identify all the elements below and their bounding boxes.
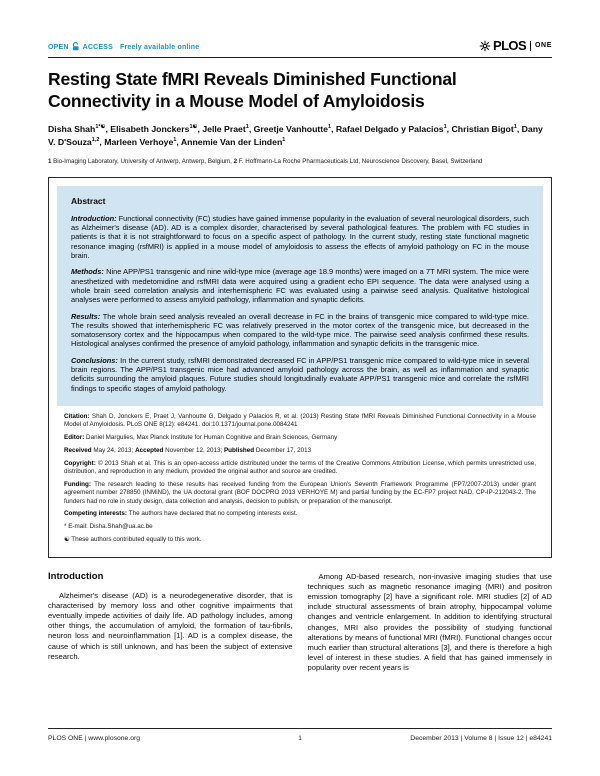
header-rule <box>48 57 552 58</box>
page-footer <box>48 728 552 742</box>
body-columns <box>48 571 552 674</box>
open-access-label-access: ACCESS <box>82 44 114 51</box>
plos-logo-text: PLOS <box>493 38 527 53</box>
page-header <box>48 38 552 53</box>
intro-paragraph-right: Among AD-based research, non-invasive imaging studies that use techniques such as magnetic resonance imaging (MRI) and positron emission tomography [2] have a significant role. MRI studies [2] of AD include structural assessments of brain atrophy, hippocampal volume changes and ventricle enlargement. In addition to identifying structural changes, MRI also provides the possibility of studying functional alterations by means of functional MRI (fMRI). Functional changes occur much earlier than structural alterations [3], and there is therefore a high level of interest in these studies. A field that has gained immensely in popularity over recent years is <box>307 571 552 673</box>
note-dates: Received May 24, 2013; Accepted November 12, 2013; Published December 17, 2013 <box>64 447 312 455</box>
abstract-box <box>57 186 543 407</box>
footer-journal: PLOS ONE | www.plosone.org <box>48 735 141 742</box>
open-lock-icon <box>72 42 80 53</box>
plos-gear-icon <box>479 40 491 52</box>
column-left <box>48 571 293 674</box>
footer-issue: December 2013 | Volume 8 | Issue 12 | e84241 <box>410 735 552 742</box>
open-access-label-open: OPEN <box>48 44 69 51</box>
plos-one-text: ONE <box>535 42 552 49</box>
abstract-heading: Abstract <box>71 195 106 206</box>
paper-title: Resting State fMRI Reveals Diminished Functional Connectivity in a Mouse Model of Amyloidosis <box>48 69 457 112</box>
open-access-tagline: Freely available online <box>120 44 200 51</box>
note-equal-contribution: ☯ These authors contributed equally to this work. <box>64 535 202 543</box>
front-matter-box <box>48 177 552 558</box>
abstract-section-introduction: Introduction: Functional connectivity (FC) studies have gained immense popularity in the evaluation of several neurological disorders, such as Alzheimer's disease (AD). AD is a complex disorder, characterised by several pathological features. The problem with FC studies in patients is that it is not straightforward to focus on a specific aspect of pathology. In the current study, resting state functional magnetic resonance imaging (rsfMRI) is applied in a mouse model of amyloidosis to assess the effects of amyloid pathology on FC in the mouse brain. <box>71 213 529 260</box>
author: Christian Bigot$^1$, <box>451 124 522 135</box>
abstract-section-results: Results: The whole brain seed analysis revealed an overall decrease in FC in the brains of transgenic mice compared to wild-type mice. The results showed that interhemispheric FC was relatively preserved in the motor cortex of the transgenic mice, but decreased in the somatosensory cortex and the hippocampus when compared to the wild-type mice. The pairwise seed analysis confirmed these results. Histological analyses confirmed the presence of amyloid pathology, inflammation and synaptic deficits in the transgenic mice. <box>71 311 529 349</box>
plos-one-logo <box>479 38 552 53</box>
author: Rafael Delgado y Palacios$^1$, <box>335 124 452 135</box>
section-heading-introduction: Introduction <box>48 570 104 582</box>
abstract-section-methods: Methods: Nine APP/PS1 transgenic and nine wild-type mice (average age 18.9 months) were imaged on a 7T MRI system. The mice were anesthetized with medetomidine and rsfMRI data were acquired using a gradient echo EPI sequence. The data were analysed using a whole brain seed correlation analysis and interhemispheric FC was evaluated using a pairwise seed analysis. Qualitative histological analyses were performed to assess amyloid pathology, inflammation and synaptic deficits. <box>71 267 529 305</box>
authors-line <box>48 123 552 149</box>
author: Dany V. D'Souza$^{1,2}$, <box>48 124 543 148</box>
front-matter-notes <box>57 406 543 544</box>
note-citation: Citation: Shah D, Jonckers E, Praet J, Vanhoutte G, Delgado y Palacios R, et al. (2013) Resting State fMRI Reveals Diminished Functional Connectivity in a Mouse Model of Amyloidosis. PLoS ONE 8(12): e84241. doi:10.1371/journal.pone.0084241 <box>64 413 536 429</box>
note-competing-interests: Competing interests: The authors have declared that no competing interests exist. <box>64 510 298 518</box>
footer-page-number: 1 <box>298 735 302 742</box>
author: Annemie Van der Linden$^1$ <box>180 137 286 148</box>
open-access-badge <box>48 42 199 53</box>
affiliations: 1 Bio-Imaging Laboratory, University of Antwerp, Antwerp, Belgium, 2 F. Hoffmann-La Roche Pharmaceuticals Ltd, Neuroscience Discovery, Basel, Switzerland <box>48 158 483 166</box>
author: Greetje Vanhoutte$^1$, <box>253 124 336 135</box>
author: Jelle Praet$^1$, <box>202 124 254 135</box>
footer-row <box>48 735 552 742</box>
abstract-sections <box>71 214 529 394</box>
logo-divider <box>530 41 531 51</box>
author: Elisabeth Jonckers$^{1☯}$, <box>110 124 203 135</box>
note-funding: Funding: The research leading to these results has received funding from the European Union's Seventh Framework Programme (FP7/2007-2013) under grant agreement number 278850 (INMiND), the UA doctoral grant (BOF DOCPRO 2013 VERHOYE M) and partial funding by the EC-FP7 project NAD, CP-IP-212043-2. The funders had no role in study design, data collection and analysis, decision to publish, or preparation of the manuscript. <box>64 480 536 505</box>
author: Marleen Verhoye$^1$, <box>104 137 181 148</box>
author: Disha Shah$^{1*☯}$, <box>48 124 111 135</box>
intro-paragraph-left: Alzheimer's disease (AD) is a neurodegenerative disorder, that is characterised by memory loss and other cognitive impairments that eventually impede activities of daily life. AD pathology includes, among other things, the accumulation of amyloid, the formation of tau-fibrils, neuron loss and neuroinflammation [1]. AD is a complex disease, the cause of which is still unknown, and has been the subject of extensive research. <box>48 590 293 661</box>
column-right <box>308 571 553 674</box>
note-copyright: Copyright: © 2013 Shah et al. This is an open-access article distributed under the terms of the Creative Commons Attribution License, which permits unrestricted use, distribution, and reproduction in any medium, provided the original author and source are credited. <box>64 459 536 476</box>
note-editor: Editor: Daniel Margulies, Max Planck Institute for Human Cognitive and Brain Sciences, Germany <box>64 434 338 442</box>
abstract-section-conclusions: Conclusions: In the current study, rsfMRI demonstrated decreased FC in APP/PS1 transgenic mice compared to wild-type mice in several brain regions. The APP/PS1 transgenic mice had advanced amyloid pathology across the brain, as well as inflammation and synaptic deficits surrounding the amyloid plaques. Future studies should longitudinally evaluate APP/PS1 transgenic mice and correlate the rsfMRI findings to specific stages of amyloid pathology. <box>71 355 529 393</box>
note-email: * E-mail: Disha.Shah@ua.ac.be <box>64 523 153 531</box>
